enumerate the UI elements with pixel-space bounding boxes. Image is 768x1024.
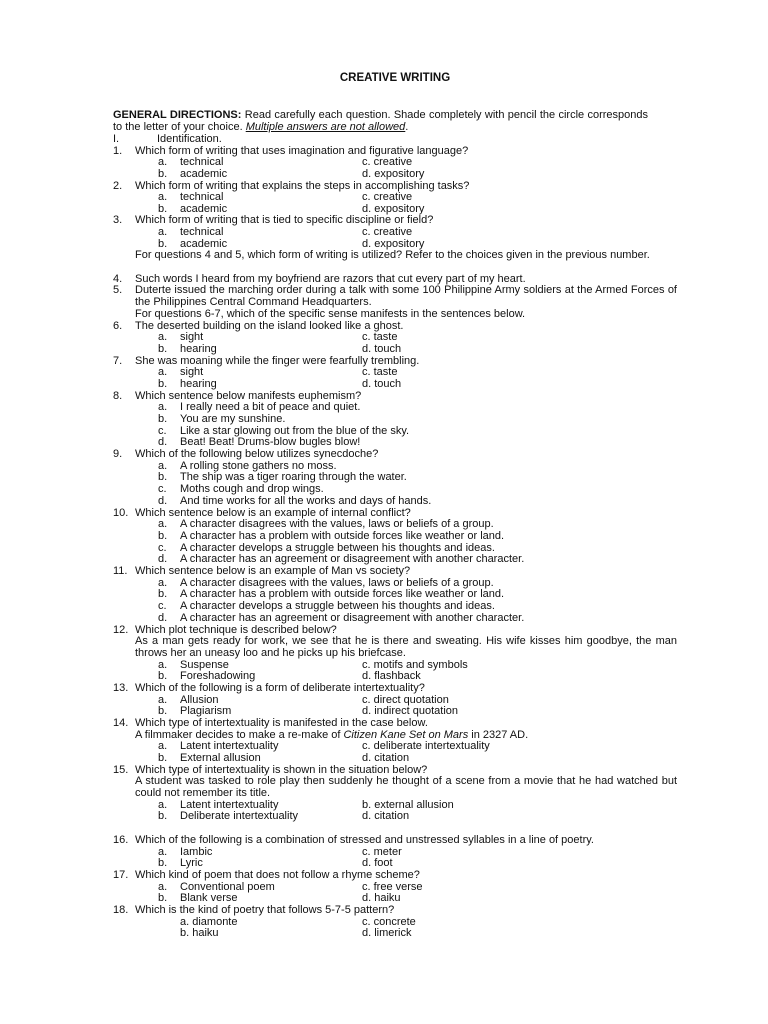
scenario-text: A filmmaker decides to make a re-make of Citizen Kane Set on Mars in 2327 AD. <box>135 729 529 741</box>
option[interactable]: d. foot <box>362 857 393 869</box>
option[interactable]: d. expository <box>362 238 425 250</box>
instruction-note: For questions 6-7, which of the specific sense manifests in the sentences below. <box>135 308 526 320</box>
option[interactable]: c. taste <box>362 331 398 343</box>
option[interactable]: c. direct quotation <box>362 694 449 706</box>
option[interactable]: d. flashback <box>362 670 421 682</box>
option[interactable]: d. citation <box>362 752 410 764</box>
scenario-text: As a man gets ready for work, we see that he is there and sweating. His wife kisses him goodbye, the man throws her an uneasy loo and he picks up his briefcase. <box>135 635 677 659</box>
option[interactable]: d. indirect quotation <box>362 705 459 717</box>
option[interactable]: c. motifs and symbols <box>362 659 468 671</box>
option[interactable]: d. citation <box>362 810 410 822</box>
question-5-text: Duterte issued the marching order during a talk with some 100 Philippine Army soldiers at the Armed Forces of the Philippines Central Command Headquarters. <box>135 284 677 308</box>
option[interactable]: c. creative <box>362 226 413 238</box>
option[interactable]: b. external allusion <box>362 799 454 811</box>
option[interactable]: d. expository <box>362 168 425 180</box>
option[interactable]: d. touch <box>362 378 402 390</box>
instruction-note: For questions 4 and 5, which form of writing is utilized? Refer to the choices given in the previous number. <box>135 249 650 261</box>
directions-label: GENERAL DIRECTIONS: <box>113 109 242 121</box>
option[interactable]: c. concrete <box>362 916 416 928</box>
option[interactable]: a. diamonte <box>180 916 238 928</box>
document-page: CREATIVE WRITING GENERAL DIRECTIONS: Read carefully each question. Shade completely with pencil the circle corresponds to the letter of your choice. Multiple answers are not allowed. I. Identification. 1. Which form of writing that uses imagination and figurative language? a. technical b. academic c. creative d. expository 2. Which form of writing that explains the steps in accomplishing tasks? a. technical b. academic c. creative d. expository 3. Which form of writing that is tied to specific discipline or field? a. technical b. academic c. creative d. expository For questions 4 and 5, which form of writing is utilized? Refer to the choices given in the previous number. 4. Such words I heard from my boyfriend are razors that cut every part of my heart. 5. Duterte issued the marching order during a talk with some 100 Philippine Army soldiers at the Armed Forces of the Philippines Central Command Headquarters. For questions 6-7, which of the specific sense manifests in the sentences below. 6. The deserted building on the island looked like a ghost. a. sight b. hearing c. taste d. touch 7. She was moaning while the finger were fearfully trembling. a. sight b. hearing c. taste d. touch 8. Which sentence below manifests euphemism? a. I really need a bit of peace and quiet. b. You are my sunshine. c. Like a star glowing out from the blue of the sky. d. Beat! Beat! Drums-blow bugles blow! 9. Which of the following below utilizes synecdoche? a. A rolling stone gathers no moss. b. The ship was a tiger roaring through the water. c. Moths cough and drop wings. d. And time works for all the works and days of hands. 10. Which sentence below is an example of internal conflict? a. A character disagrees with the values, laws or beliefs of a group. b. A character has a problem with outside forces like weather or land. c. A character develops a struggle between his thoughts and ideas. d. A character has an agreement or disagreement with another character. 11. Which sentence below is an example of Man vs society? a. A character disagrees with the values, laws or beliefs of a group. b. A character has a problem with outside forces like weather or land. c. A character develops a struggle between his thoughts and ideas. d. A character has an agreement or disagreement with another character. 12. Which plot technique is described below? As a man gets ready for work, we see that he is there and sweating. His wife kisses him goodbye, the man throws her an uneasy loo and he picks up his briefcase. a. Suspense b. Foreshadowing c. motifs and symbols d. flashback 13. Which of the following is a form of deliberate intertextuality? a. Allusion b. Plagiarism c. direct quotation d. indirect quotation 14. Which type of intertextuality is manifested in the case below. A filmmaker decides to make a re-make of Citizen Kane Set on Mars in 2327 AD. a. Latent intertextuality b. External allusion c. deliberate intertextuality d. citation 15. Which type of intertextuality is shown in the situation below? A student was tasked to role play then suddenly he thought of a scene from a movie that he had watched but could not remember its title. a. Latent intertextuality b. Deliberate intertextuality b. external allusion d. citation 16. Which of the following is a combination of stressed and unstressed syllables in a line of poetry. a. Iambic b. Lyric c. meter d. foot 17. Which kind of poem that does not follow a rhyme scheme? a. Conventional poem b. Blank verse c. free verse d. haiku 18. Which is the kind of poetry that follows 5-7-5 pattern? a. diamonte b. haiku c. concrete d. limerick <box>0 0 768 1024</box>
option[interactable]: c. meter <box>362 846 402 858</box>
option[interactable]: c. creative <box>362 191 413 203</box>
scenario-text: A student was tasked to role play then suddenly he thought of a scene from a movie that he had watched but could not remember its title. <box>135 775 677 799</box>
option[interactable]: b. haiku <box>180 927 219 939</box>
option[interactable]: d. haiku <box>362 892 401 904</box>
option[interactable]: c. deliberate intertextuality <box>362 740 490 752</box>
option[interactable]: d. expository <box>362 203 425 215</box>
option[interactable]: d. limerick <box>362 927 412 939</box>
page-title: CREATIVE WRITING <box>339 72 451 84</box>
directions-text: Read carefully each question. Shade completely with pencil the circle corresponds to the letter of your choice. <box>113 109 649 133</box>
general-directions: GENERAL DIRECTIONS: Read carefully each question. Shade completely with pencil the circle corresponds to the letter of your choice. Multiple answers are not allowed. <box>113 109 649 133</box>
option[interactable]: c. free verse <box>362 881 423 893</box>
option[interactable]: c. taste <box>362 366 398 378</box>
directions-emphasis: Multiple answers are not allowed <box>245 121 406 133</box>
option[interactable]: c. creative <box>362 156 413 168</box>
option[interactable]: d. touch <box>362 343 402 355</box>
